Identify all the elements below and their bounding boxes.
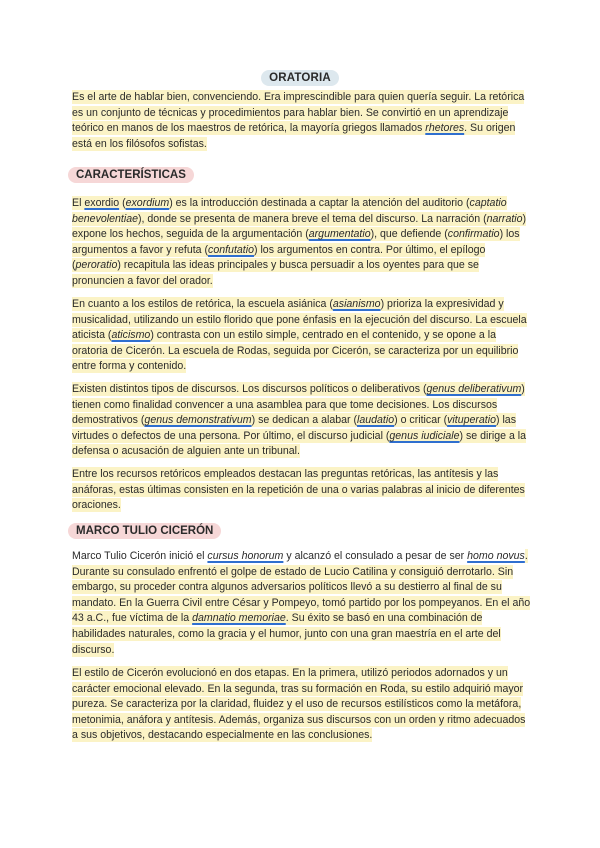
intro-text: [72, 90, 524, 151]
heading-caracteristicas-text: CARACTERÍSTICAS: [68, 167, 194, 183]
text-part: ) o criticar (: [394, 414, 448, 427]
estilo-ciceron-paragraph: [72, 666, 532, 744]
ciceron-paragraph: [72, 549, 532, 658]
term-homo-novus: homo novus: [467, 550, 525, 562]
term-peroratio: peroratio: [75, 259, 118, 272]
text-part: ), donde se presenta de manera breve el tema del discurso. La narración (: [137, 212, 487, 225]
page-title: [0, 70, 600, 86]
term-confutatio: confutatio: [208, 243, 254, 256]
ciceron-highlight: [72, 549, 530, 657]
recursos-text: Entre los recursos retóricos empleados destacan las preguntas retóricas, las antítesis y las anáforas, estas últimas consisten en la repetición de una o varias palabras al inicio de diferentes oraciones.: [72, 468, 525, 512]
term-vituperatio: vituperatio: [447, 414, 496, 427]
text-part: (: [119, 197, 126, 209]
text-part: ) las virtudes o defectos de una persona. Por último, el discurso judicial (: [72, 414, 516, 442]
text-part: Existen distintos tipos de discursos. Los discursos políticos o deliberativos (: [72, 383, 427, 395]
estilos-paragraph: [72, 297, 532, 375]
page-title-text: ORATORIA: [261, 70, 339, 86]
text-part: ) se dirige a la defensa o acusación de alguien ante un tribunal.: [72, 429, 527, 458]
heading-ciceron: [68, 523, 221, 539]
term-confirmatio: confirmatio: [447, 228, 500, 241]
text-part: . Durante su consulado enfrentó el golpe de estado de Lucio Catilina y consiguió derrotarlo. Sin embargo, su proceder contra algunos adversarios políticos llevó a su destierro al final de su mandato. En la Guerra Civil entre César y Pompeyo, tomó partido por los pompeyanos. En el año 43 a.C., fue víctima de la: [72, 550, 531, 625]
term-cursus-honorum: cursus honorum: [207, 550, 284, 562]
intro-text-part: . Su origen está en los filósofos sofistas.: [72, 122, 516, 150]
caracteristicas-text: [72, 196, 526, 288]
text-part: . Su éxito se basó en una combinación de habilidades naturales, como la gracia y el humor, junto con una gran maestría en el arte del discurso.: [72, 612, 501, 656]
text-part: y alcanzó el consulado a pesar de ser: [283, 550, 468, 562]
heading-caracteristicas: [68, 167, 194, 183]
term-exordium: exordium: [125, 197, 170, 209]
text-part: Marco Tulio Cicerón inició el: [72, 550, 208, 562]
text-part: ) tienen como finalidad convencer a una asamblea para que tome decisiones. Los discursos demostrativos (: [72, 383, 525, 427]
term-genus-demonstrativum: genus demonstrativum: [144, 414, 252, 427]
text-part: ) es la introducción destinada a captar la atención del auditorio (: [169, 197, 470, 209]
term-rhetores: rhetores: [425, 122, 465, 135]
intro-paragraph: [72, 90, 532, 152]
text-part: En cuanto a los estilos de retórica, la escuela asiánica (: [72, 298, 333, 310]
tipos-text: [72, 382, 526, 458]
recursos-paragraph: [72, 467, 532, 514]
text-part: ) expone los hechos, seguida de la argumentación (: [72, 212, 527, 241]
term-captatio: captatio benevolentiae: [72, 197, 507, 225]
intro-text-part: Es el arte de hablar bien, convenciendo. Era imprescindible para quien quería seguir. La retórica es un conjunto de técnicas y procedimientos para hablar bien. Se convirtió en un aprendizaje teórico en manos de los maestros de retórica, la mayoría griegos llamados: [72, 91, 525, 135]
caracteristicas-paragraph: [72, 196, 532, 290]
term-asianismo: asianismo: [332, 298, 381, 310]
term-genus-deliberativum: genus deliberativum: [426, 383, 522, 395]
term-laudatio: laudatio: [357, 414, 395, 427]
term-genus-iudiciale: genus iudiciale: [389, 429, 460, 442]
term-aticismo: aticismo: [111, 329, 151, 342]
text-part: ) los argumentos a favor y refuta (: [72, 228, 520, 256]
text-part: ) prioriza la expresividad y musicalidad, utilizando un estilo florido que pone énfasis en la ejecución del discurso. La escuela aticista (: [72, 298, 527, 342]
estilo-ciceron-text: El estilo de Cicerón evolucionó en dos etapas. En la primera, utilizó periodos adornados y un carácter emocional elevado. En la segunda, tras su formación en Roda, su estilo adquirió mayor pureza. Se caracteriza por la claridad, fluidez y el uso de recursos estilísticos como la metáfora, metonimia, anáfora y antítesis. Además, organiza sus discursos con un orden y ritmo adecuados a sus objetivos, destacando especialmente en las conclusiones.: [72, 667, 526, 742]
heading-ciceron-text: MARCO TULIO CICERÓN: [68, 523, 221, 539]
text-part: ) los argumentos en contra. Por último, el epílogo (: [72, 243, 486, 272]
term-narratio: narratio: [486, 212, 523, 225]
text-part: ) se dedican a alabar (: [251, 414, 358, 427]
term-exordio: exordio: [84, 197, 120, 209]
tipos-paragraph: [72, 382, 532, 460]
term-damnatio-memoriae: damnatio memoriae: [192, 612, 286, 625]
term-argumentatio: argumentatio: [308, 228, 371, 241]
estilos-text: [72, 297, 527, 373]
text-part: ) recapitula las ideas principales y busca persuadir a los oyentes para que se pronuncien a favor del orador.: [72, 259, 479, 287]
text-part: ) contrasta con un estilo simple, centrado en el contenido, y se opone a la oratoria de Cicerón. La escuela de Rodas, seguida por Cicerón, se caracteriza por un equilibrio entre forma y contenido.: [72, 329, 519, 373]
text-part: El: [72, 197, 85, 209]
text-part: ), que defiende (: [370, 228, 448, 241]
